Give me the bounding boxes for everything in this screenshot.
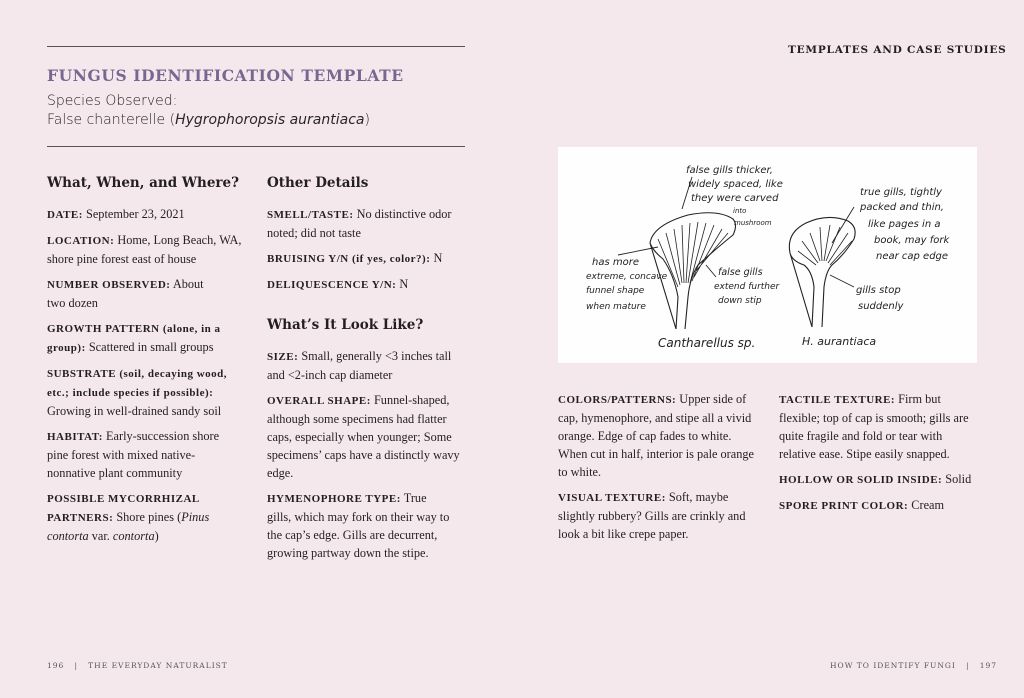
field-label: GROWTH PATTERN (alone, in a group): (47, 323, 221, 354)
field-label: POSSIBLE MYCORRHIZAL PARTNERS: (47, 493, 200, 524)
field-label: HYMENOPHORE TYPE: (267, 493, 401, 505)
field-deliquescence (267, 275, 467, 294)
var-label: var. (88, 529, 113, 543)
field-value: Shore pines ( (113, 510, 182, 524)
latin-genus: Pinus contorta (47, 510, 210, 543)
field-value: Scattered in small groups (85, 340, 214, 354)
colors-texture-section (558, 390, 754, 550)
field-value: N (430, 251, 443, 265)
field-value: N (396, 277, 409, 291)
species-observed (47, 92, 370, 130)
section-heading: Other Details (267, 175, 369, 191)
field-value: Home, Long Beach, WA, shore pine forest east of house (47, 233, 242, 266)
folio-separator: | (74, 661, 79, 670)
field-hollow-solid (779, 470, 977, 489)
field-value: About two dozen (47, 277, 204, 310)
annotation-line: into (733, 207, 747, 215)
tactile-spore-section (779, 390, 977, 522)
annotation-line: like pages in a (868, 219, 941, 230)
right-top-annotation (859, 187, 950, 262)
field-value: Upper side of cap, hymenophore, and stipe all a vivid orange. Edge of cap fades to white. When cut in half, interior is pale orange to white. (558, 392, 754, 479)
annotation-line: they were carved (691, 193, 779, 204)
hygrophoropsis-drawing (789, 207, 855, 327)
left-folio (47, 661, 228, 670)
field-hymenophore-type (267, 489, 452, 562)
cantharellus-caption: Cantharellus sp. (658, 336, 756, 350)
field-label: NUMBER OBSERVED: (47, 279, 171, 291)
left-top-annotation (686, 165, 783, 227)
field-spore-print-color (779, 496, 977, 515)
annotation-line: false gills thicker, (686, 165, 773, 176)
species-label: Species Observed: (47, 93, 178, 109)
annotation-line: funnel shape (586, 286, 645, 296)
top-rule (47, 46, 465, 47)
annotation-line: near cap edge (876, 251, 949, 262)
field-value: True gills, which may fork on their way to the cap’s edge. Gills are decurrent, growing partway down the stipe. (267, 491, 450, 560)
field-label: TACTILE TEXTURE: (779, 394, 896, 406)
species-common-name: False chanterelle ( (47, 112, 176, 128)
field-substrate (47, 364, 242, 420)
field-label: VISUAL TEXTURE: (558, 492, 666, 504)
field-tactile-texture (779, 390, 977, 463)
field-date (47, 205, 242, 224)
annotation-line: extreme, concave (586, 272, 668, 282)
annotation-line: down stip (718, 296, 762, 306)
field-label: DATE: (47, 209, 83, 221)
field-mycorrhizal-partners (47, 489, 217, 545)
field-growth-pattern (47, 319, 242, 357)
species-latin-name: Hygrophoropsis aurantiaca (175, 112, 365, 128)
annotation-line: packed and thin, (860, 202, 944, 213)
field-label: COLORS/PATTERNS: (558, 394, 677, 406)
field-smell-taste (267, 205, 467, 242)
chapter-title: HOW TO IDENTIFY FUNGI (830, 661, 956, 670)
book-title: THE EVERYDAY NATURALIST (88, 661, 228, 670)
field-value: September 23, 2021 (82, 207, 185, 221)
other-details-section (267, 174, 467, 569)
field-label: LOCATION: (47, 235, 115, 247)
field-label: HABITAT: (47, 431, 103, 443)
field-value: Soft, maybe slightly rubbery? Gills are crinkly and look a bit like crepe paper. (558, 490, 746, 541)
header-bottom-rule (47, 146, 465, 147)
field-label: BRUISING Y/N (if yes, color?): (267, 253, 431, 265)
aurantiaca-caption: H. aurantiaca (802, 335, 877, 348)
annotation-line: has more (592, 257, 639, 268)
field-value: Firm but flexible; top of cap is smooth; gills are quite fragile and fold or tear with relative ease. Stipe easily snapped. (779, 392, 969, 461)
field-location (47, 231, 242, 268)
left-right-annotation (714, 267, 781, 306)
species-close-paren: ) (364, 112, 370, 128)
sketch-svg (558, 147, 977, 363)
field-value: Solid (942, 472, 972, 486)
section-heading: What, When, and Where? (47, 175, 240, 191)
annotation-line: when mature (586, 302, 646, 312)
right-bottom-annotation (856, 285, 905, 312)
field-overall-shape (267, 391, 467, 482)
field-visual-texture (558, 488, 754, 543)
page-number-left: 196 (47, 661, 65, 670)
right-folio (830, 661, 997, 670)
annotation-line: book, may fork (874, 235, 950, 246)
field-colors-patterns (558, 390, 754, 481)
mushroom-comparison-sketch (558, 147, 977, 363)
field-value: Growing in well-drained sandy soil (47, 404, 222, 418)
field-value: Small, generally <3 inches tall and <2-inch cap diameter (267, 349, 452, 382)
page-number-right: 197 (979, 661, 998, 670)
close-paren: ) (154, 529, 159, 543)
field-label: SPORE PRINT COLOR: (779, 500, 909, 512)
field-size (267, 347, 467, 384)
field-bruising (267, 249, 467, 268)
annotation-line: gills stop (856, 285, 901, 296)
annotation-line: extend further (714, 282, 780, 292)
field-value: Funnel-shaped, although some specimens had flatter caps, especially when younger; Some specimens’ caps have a distinctly wavy edge. (267, 393, 460, 480)
field-label: SIZE: (267, 351, 299, 363)
field-label: SUBSTRATE (soil, decaying wood, etc.; include species if possible): (47, 368, 228, 399)
field-value: No distinctive odor noted; did not taste (267, 207, 452, 240)
annotation-line: false gills (718, 267, 763, 278)
annotation-line: suddenly (858, 301, 904, 312)
spacer (267, 301, 467, 316)
left-side-annotation (586, 257, 668, 312)
section-heading-look-like: What’s It Look Like? (267, 317, 424, 333)
latin-variety: contorta (112, 529, 155, 543)
field-number-observed (47, 275, 207, 312)
field-label: SMELL/TASTE: (267, 209, 354, 221)
annotation-line: widely spaced, like (688, 179, 783, 190)
field-label: HOLLOW OR SOLID INSIDE: (779, 474, 943, 486)
folio-separator: | (966, 661, 970, 670)
field-label: DELIQUESCENCE Y/N: (267, 279, 397, 291)
annotation-line: true gills, tightly (860, 187, 942, 198)
page-title: FUNGUS IDENTIFICATION TEMPLATE (47, 66, 404, 85)
field-habitat (47, 427, 227, 482)
field-value: Cream (908, 498, 945, 512)
annotation-line: mushroom (734, 219, 772, 227)
what-when-where-section (47, 174, 242, 552)
running-head: TEMPLATES AND CASE STUDIES (788, 44, 1007, 56)
field-label: OVERALL SHAPE: (267, 395, 371, 407)
species-name (47, 111, 370, 130)
field-value: Early-succession shore pine forest with mixed native-nonnative plant community (47, 429, 220, 480)
